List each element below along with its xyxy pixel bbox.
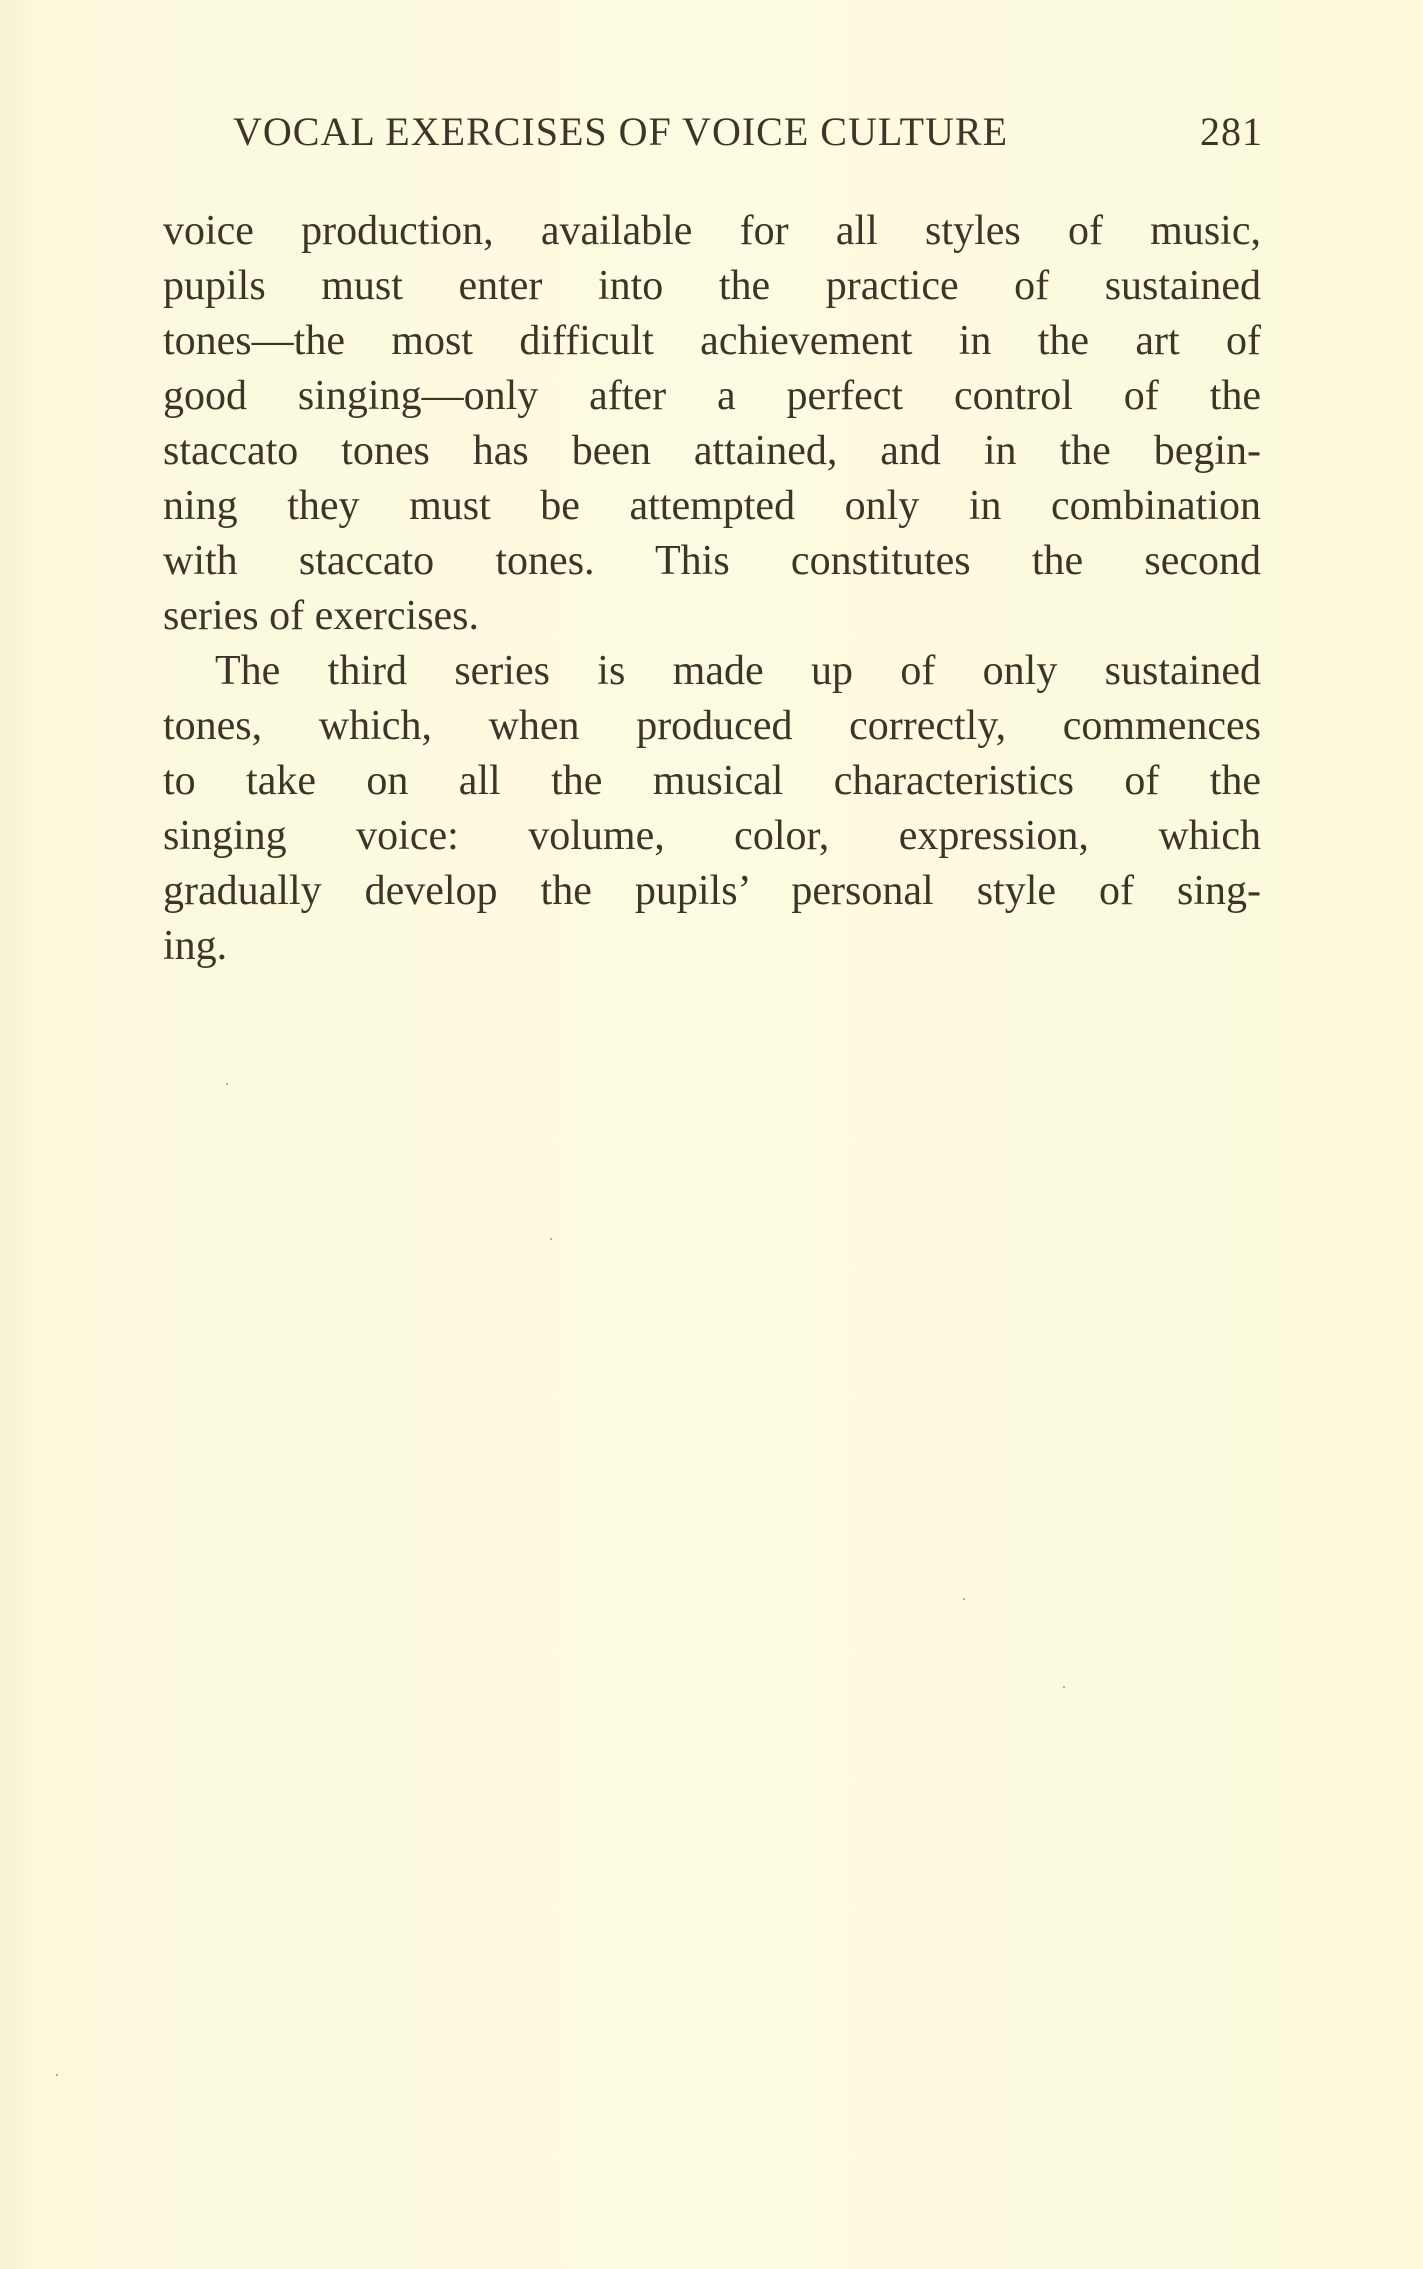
paper-speck — [963, 1598, 965, 1600]
paper-speck — [1063, 1686, 1065, 1688]
text-line: singing voice: volume, color, expression, which — [163, 813, 1261, 859]
running-header — [233, 108, 1263, 156]
page-number: 281 — [1200, 109, 1263, 154]
text-line: staccato tones has been attained, and in the begin- — [163, 428, 1261, 474]
paragraph-2 — [163, 644, 1261, 974]
text-line: with staccato tones. This constitutes the second — [163, 538, 1261, 584]
paper-speck — [550, 1238, 552, 1240]
paper-speck — [56, 2074, 58, 2076]
text-line: tones—the most difficult achievement in the art of — [163, 318, 1261, 364]
paper-speck — [226, 1083, 228, 1085]
running-head-title: VOCAL EXERCISES OF VOICE CULTURE — [233, 109, 1009, 154]
text-line: gradually develop the pupils’ personal style of sing- — [163, 868, 1261, 914]
text-line: series of exercises. — [163, 593, 480, 639]
body-text — [163, 204, 1261, 974]
text-line: to take on all the musical characteristics of the — [163, 758, 1261, 804]
paragraph-1 — [163, 204, 1261, 644]
text-line: The third series is made up of only sustained — [215, 648, 1261, 694]
text-line: ning they must be attempted only in combination — [163, 483, 1261, 529]
text-line: good singing—only after a perfect control of the — [163, 373, 1261, 419]
text-line: ing. — [163, 923, 228, 969]
text-line: voice production, available for all styles of music, — [163, 208, 1261, 254]
text-line: pupils must enter into the practice of sustained — [163, 263, 1261, 309]
text-line: tones, which, when produced correctly, commences — [163, 703, 1261, 749]
